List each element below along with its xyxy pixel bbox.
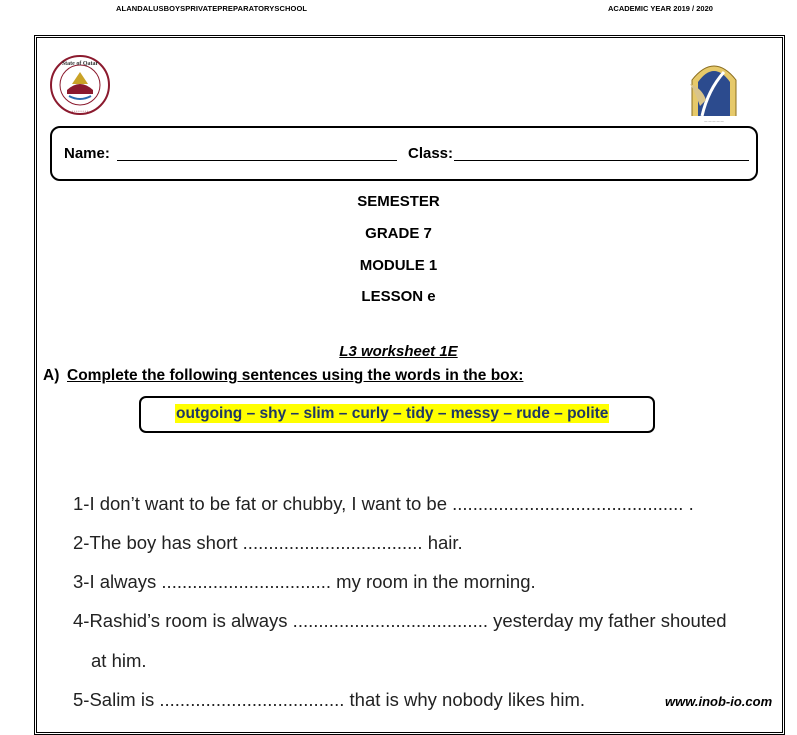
class-field[interactable]	[454, 160, 749, 161]
name-field[interactable]	[117, 160, 397, 161]
school-name-header: ALANDALUSBOYSPRIVATEPREPARATORYSCHOOL	[116, 4, 308, 13]
sentence-5: 5-Salim is .................................... that is why nobody likes him.	[73, 689, 585, 710]
sentence-4-continuation: at him.	[91, 650, 147, 671]
module-label: MODULE 1	[359, 257, 438, 274]
lesson-label: LESSON e	[361, 288, 436, 305]
section-label: A)	[43, 367, 60, 384]
state-of-qatar-seal-icon	[49, 54, 111, 116]
school-quill-emblem-icon	[684, 50, 744, 126]
class-label: Class:	[408, 145, 454, 162]
grade-label: GRADE 7	[365, 225, 432, 242]
watermark: www.inob-io.com	[665, 694, 773, 709]
sentence-4: 4-Rashid’s room is always ...................................... yesterday my father shouted	[73, 610, 727, 631]
svg-text:— — — — —: — — — — —	[704, 119, 724, 123]
sentence-3: 3-I always ................................. my room in the morning.	[73, 571, 536, 592]
semester-label: SEMESTER	[357, 193, 440, 210]
svg-text:State of Qatar: State of Qatar	[61, 61, 99, 67]
sentence-1: 1-I don’t want to be fat or chubby, I want to be ............................................. .	[73, 493, 694, 514]
academic-year-header: ACADEMIC YEAR 2019 / 2020	[608, 4, 713, 13]
svg-text:• • • • • • • • •: • • • • • • • • •	[71, 109, 89, 113]
name-label: Name:	[64, 145, 110, 162]
sentence-2: 2-The boy has short ................................... hair.	[73, 532, 463, 553]
word-box-words: outgoing – shy – slim – curly – tidy – messy – rude – polite	[176, 405, 609, 422]
student-info-box	[50, 126, 758, 181]
instruction-text: Complete the following sentences using the words in the box:	[67, 367, 524, 384]
worksheet-title: L3 worksheet 1E	[339, 343, 458, 360]
